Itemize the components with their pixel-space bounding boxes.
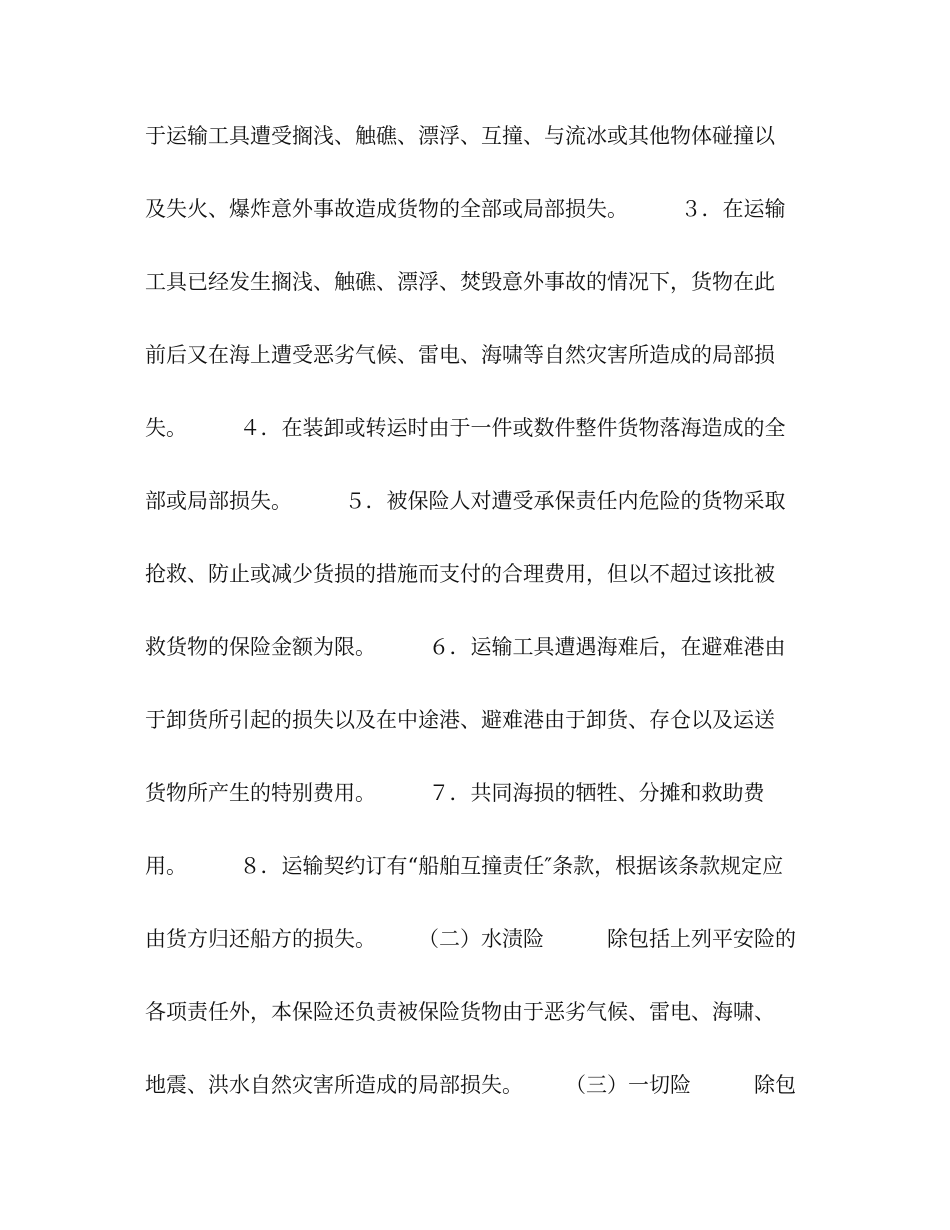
- text-line: 货物所产生的特别费用。 ７．共同海损的牺牲、分摊和救助费: [145, 781, 765, 805]
- text-line: 部或局部损失。 ５．被保险人对遭受承保责任内危险的货物采取: [145, 489, 786, 513]
- text-line: 工具已经发生搁浅、触礁、漂浮、焚毁意外事故的情况下，货物在此: [145, 270, 775, 294]
- text-line: 救货物的保险金额为限。 ６．运输工具遭遇海难后，在避难港由: [145, 635, 786, 659]
- text-line: 由货方归还船方的损失。 （二）水渍险 除包括上列平安险的: [145, 927, 796, 951]
- text-line: 于运输工具遭受搁浅、触礁、漂浮、互撞、与流冰或其他物体碰撞以: [145, 124, 775, 148]
- text-line: 失。 ４．在装卸或转运时由于一件或数件整件货物落海造成的全: [145, 416, 786, 440]
- text-line: 前后又在海上遭受恶劣气候、雷电、海啸等自然灾害所造成的局部损: [145, 343, 775, 367]
- text-line: 于卸货所引起的损失以及在中途港、避难港由于卸货、存仓以及运送: [145, 708, 775, 732]
- text-line: 用。 ８．运输契约订有“船舶互撞责任″条款，根据该条款规定应: [145, 854, 784, 878]
- text-line: 及失火、爆炸意外事故造成货物的全部或局部损失。 ３．在运输: [145, 197, 786, 221]
- text-line: 各项责任外，本保险还负责被保险货物由于恶劣气候、雷电、海啸、: [145, 1000, 775, 1024]
- text-line: 抢救、防止或减少货损的措施而支付的合理费用，但以不超过该批被: [145, 562, 775, 586]
- text-line: 地震、洪水自然灾害所造成的局部损失。 （三）一切险 除包: [145, 1073, 796, 1097]
- body-text: [145, 118, 825, 1140]
